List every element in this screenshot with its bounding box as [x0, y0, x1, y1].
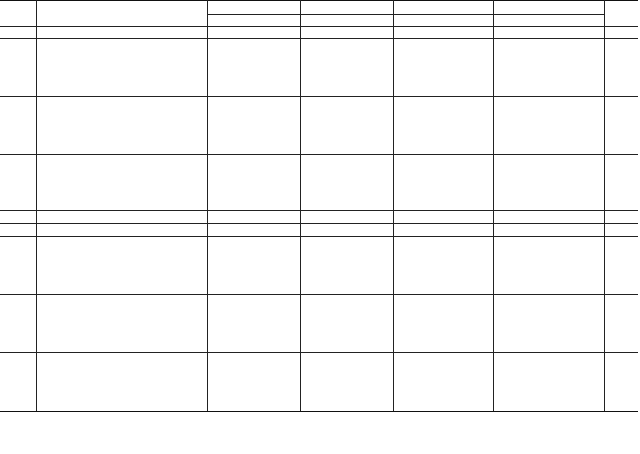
table-rule — [0, 26, 638, 27]
table-rule — [0, 236, 638, 237]
table-rule — [0, 223, 638, 224]
table-rule — [0, 0, 638, 1]
column-separator — [393, 0, 394, 411]
column-separator — [207, 0, 208, 411]
table-rule — [0, 294, 638, 295]
cmidrule — [300, 14, 393, 15]
table-rule — [0, 352, 638, 353]
column-separator — [604, 0, 605, 411]
table-rule — [0, 38, 638, 39]
table-rule — [0, 154, 638, 155]
table-rule — [0, 411, 638, 412]
column-separator — [300, 0, 301, 411]
column-separator — [36, 0, 37, 411]
table-rule — [0, 96, 638, 97]
cmidrule — [393, 14, 493, 15]
cmidrule — [493, 14, 604, 15]
cmidrule — [207, 14, 300, 15]
column-separator — [493, 0, 494, 411]
table-rule — [0, 210, 638, 211]
